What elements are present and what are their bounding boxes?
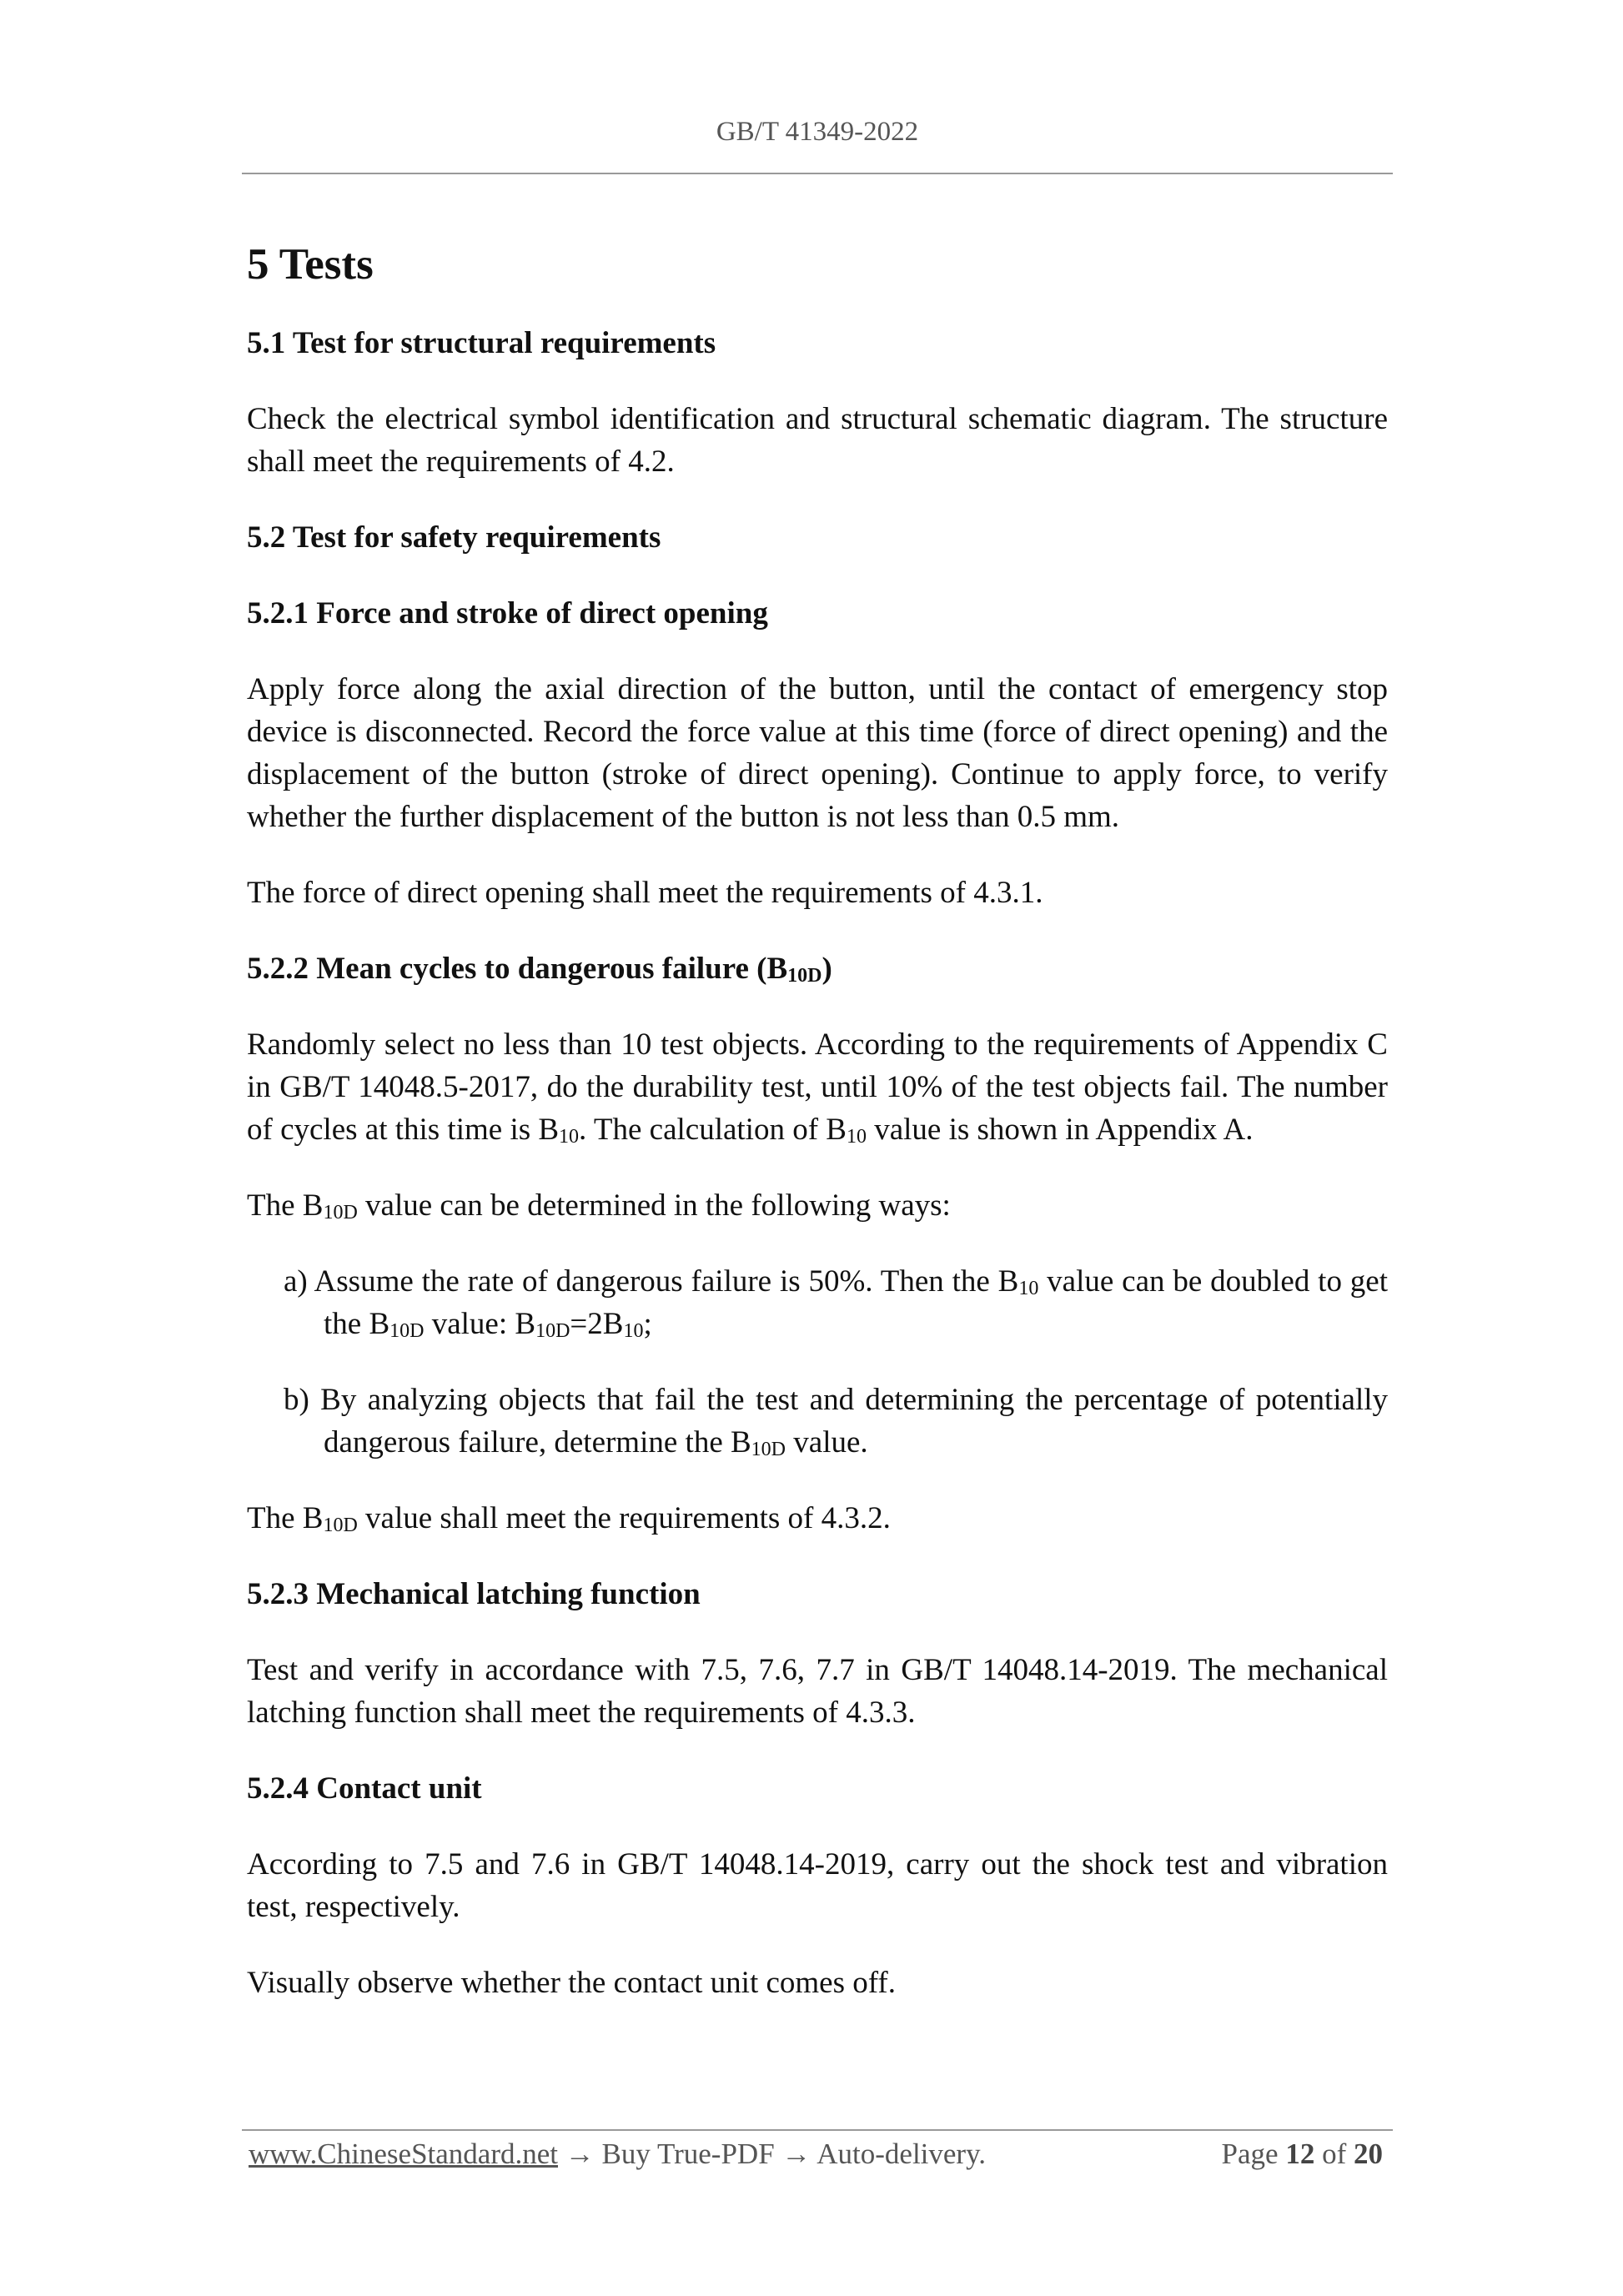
subscript: 10	[1018, 1278, 1039, 1299]
text-run: The B	[247, 1188, 324, 1223]
text-run: value.	[786, 1425, 868, 1459]
text-run: value is shown in Appendix A.	[866, 1113, 1254, 1147]
total-pages: 20	[1354, 2138, 1383, 2170]
text-run: a) Assume the rate of dangerous failure is 50%. Then the B	[284, 1264, 1019, 1299]
arrow-icon: →	[565, 2138, 595, 2170]
text-run: value shall meet the requirements of 4.3.2.	[357, 1501, 891, 1535]
heading-5-2-3: 5.2.3 Mechanical latching function	[247, 1577, 701, 1611]
para-5-2-1-a: Apply force along the axial direction of the button, until the contact of emergency stop device is disconnected. Record the force value at this time (force of direct opening) and the displacement of the button (stroke of direct opening). Continue to apply force, to verify whether the further displacement of the button is not less than 0.5 mm.	[247, 672, 1388, 834]
heading-5-2-4: 5.2.4 Contact unit	[247, 1771, 482, 1806]
subscript: 10D	[323, 1202, 358, 1223]
buy-text: Buy True-PDF	[601, 2138, 775, 2170]
text-run: . The calculation of B	[579, 1113, 847, 1147]
ways-list	[247, 1260, 1388, 1464]
para-5-2-1-b: The force of direct opening shall meet the requirements of 4.3.1.	[247, 876, 1043, 910]
heading-text: )	[822, 952, 832, 986]
heading-5-2-2	[247, 947, 1388, 990]
heading-5-2-1: 5.2.1 Force and stroke of direct opening	[247, 596, 768, 631]
para-5-2-2-c	[247, 1497, 1388, 1540]
text-run: =2B	[570, 1307, 624, 1341]
text-run: ;	[643, 1307, 652, 1341]
para-5-2-3: Test and verify in accordance with 7.5, 7.6, 7.7 in GB/T 14048.14-2019. The mechanical latching function shall meet the requirements of 4.3.3.	[247, 1653, 1388, 1730]
subscript: 10D	[323, 1515, 358, 1536]
heading-5-2: 5.2 Test for safety requirements	[247, 520, 661, 555]
delivery-text: Auto-delivery.	[817, 2138, 987, 2170]
current-page: 12	[1285, 2138, 1315, 2170]
heading-5-1: 5.1 Test for structural requirements	[247, 326, 716, 360]
subscript: 10	[559, 1126, 580, 1148]
subscript: 10D	[787, 965, 822, 987]
para-5-2-2-b	[247, 1184, 1388, 1227]
subscript: 10	[846, 1126, 867, 1148]
page-body	[247, 235, 1388, 2037]
page-footer	[249, 2133, 1393, 2175]
running-header: GB/T 41349-2022	[716, 117, 919, 147]
text-run: Randomly select no less than 10 test objects. According to the requirements of Appendix C in GB/T 14048.5-2017, do the durability test, until 10% of the test objects fail. The number of cycles at this time is B	[247, 1027, 1388, 1147]
of-label: of	[1322, 2138, 1347, 2170]
site-link[interactable]: www.ChineseStandard.net	[249, 2138, 558, 2170]
header-divider	[242, 173, 1393, 174]
page-number	[1222, 2133, 1383, 2175]
text-run: The B	[247, 1501, 324, 1535]
text-run: value: B	[424, 1307, 536, 1341]
list-item	[284, 1379, 1388, 1464]
text-run: b) By analyzing objects that fail the test and determining the percentage of potentially dangerous failure, determine the B	[284, 1383, 1388, 1459]
page-label: Page	[1221, 2138, 1279, 2170]
subscript: 10D	[389, 1320, 425, 1342]
para-5-1: Check the electrical symbol identification and structural schematic diagram. The structure shall meet the requirements of 4.2.	[247, 402, 1388, 479]
subscript: 10D	[535, 1320, 570, 1342]
heading-text: 5.2.2 Mean cycles to dangerous failure (B	[247, 952, 788, 986]
para-5-2-4-b: Visually observe whether the contact unit comes off.	[247, 1966, 896, 2000]
section-title: 5 Tests	[247, 240, 374, 289]
text-run: value can be determined in the following ways:	[357, 1188, 951, 1223]
para-5-2-2-a	[247, 1023, 1388, 1151]
subscript: 10	[623, 1320, 644, 1342]
arrow-icon: →	[781, 2138, 812, 2170]
para-5-2-4-a: According to 7.5 and 7.6 in GB/T 14048.14-2019, carry out the shock test and vibration test, respectively.	[247, 1847, 1388, 1924]
footer-divider	[242, 2129, 1393, 2131]
text-run: value can be doubled to get the B	[324, 1264, 1388, 1341]
subscript: 10D	[751, 1439, 786, 1460]
list-item	[284, 1260, 1388, 1345]
